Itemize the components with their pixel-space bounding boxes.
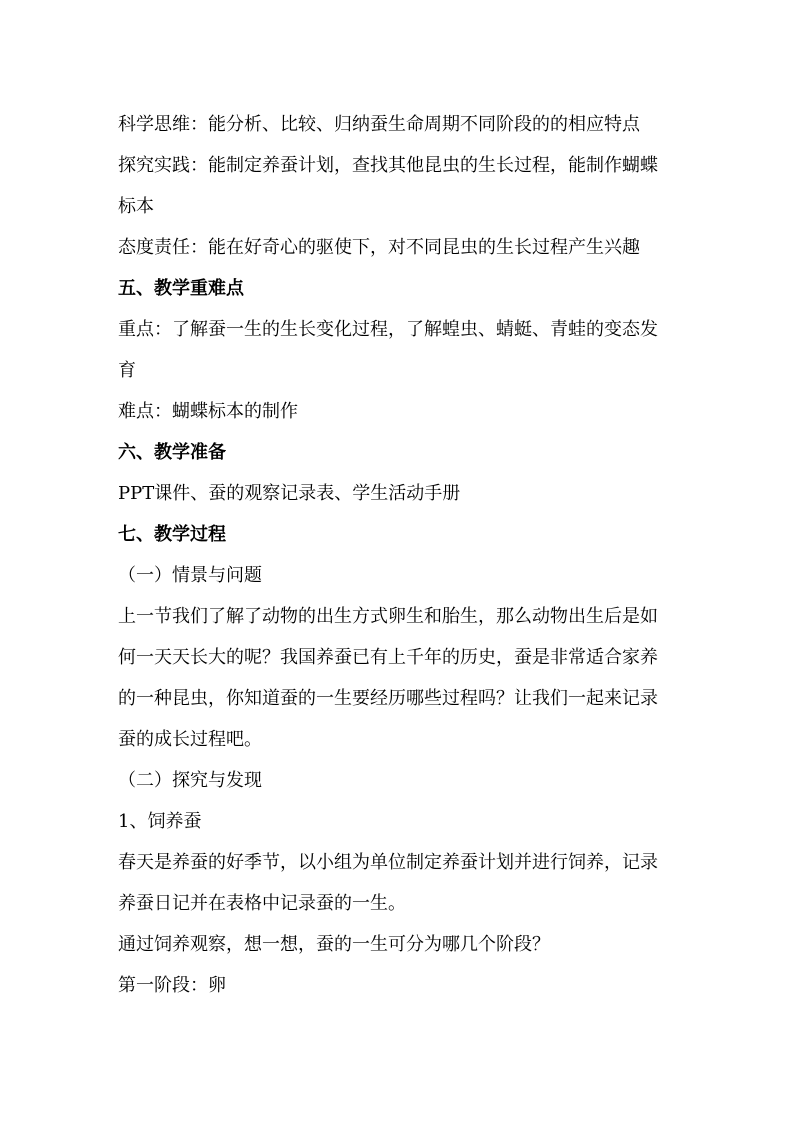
text-line-inquiry-practice-cont: 标本 [118,196,154,217]
text-line-key-point: 重点：了解蚕一生的生长变化过程，了解蝗虫、蜻蜓、青蛙的变态发 [118,319,658,340]
text-line-scenario-3: 的一种昆虫，你知道蚕的一生要经历哪些过程吗？让我们一起来记录 [118,688,658,709]
section-heading-process: 七、教学过程 [118,524,226,545]
text-line-scenario-4: 蚕的成长过程吧。 [118,729,262,750]
text-line-science-thinking: 科学思维：能分析、比较、归纳蚕生命周期不同阶段的的相应特点 [118,114,640,135]
text-line-stage-one: 第一阶段：卵 [118,975,226,996]
subsection-heading-explore: （二）探究与发现 [118,770,262,791]
document-body [118,104,678,1006]
text-line-materials: PPT课件、蚕的观察记录表、学生活动手册 [118,483,461,504]
text-line-spring-1: 春天是养蚕的好季节，以小组为单位制定养蚕计划并进行饲养，记录 [118,852,658,873]
text-line-spring-2: 养蚕日记并在表格中记录蚕的一生。 [118,893,406,914]
subsection-heading-scenario: （一）情景与问题 [118,565,262,586]
text-line-difficulty: 难点：蝴蝶标本的制作 [118,401,298,422]
text-line-scenario-1: 上一节我们了解了动物的出生方式卵生和胎生，那么动物出生后是如 [118,606,658,627]
section-heading-key-points: 五、教学重难点 [118,278,244,299]
text-line-raise-silkworm: 1、饲养蚕 [118,811,202,832]
text-line-scenario-2: 何一天天长大的呢？我国养蚕已有上千年的历史，蚕是非常适合家养 [118,647,658,668]
text-line-inquiry-practice: 探究实践：能制定养蚕计划，查找其他昆虫的生长过程，能制作蝴蝶 [118,155,658,176]
text-line-question: 通过饲养观察，想一想，蚕的一生可分为哪几个阶段？ [118,934,550,955]
text-line-attitude: 态度责任：能在好奇心的驱使下，对不同昆虫的生长过程产生兴趣 [118,237,640,258]
text-line-key-point-cont: 育 [118,360,136,381]
section-heading-preparation: 六、教学准备 [118,442,226,463]
